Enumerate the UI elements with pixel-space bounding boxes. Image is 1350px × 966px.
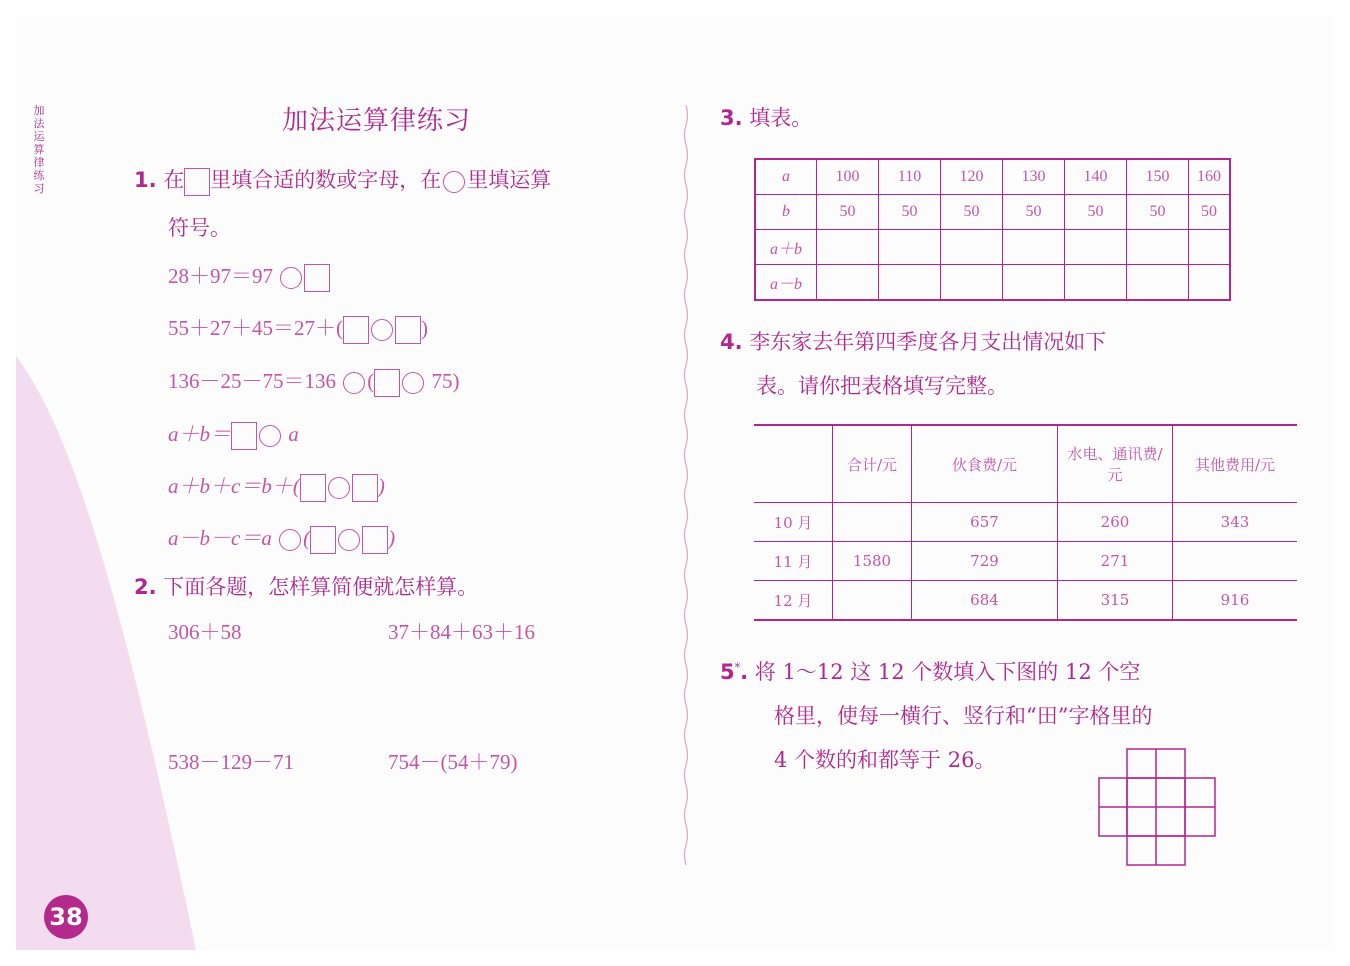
cell: 50: [1127, 195, 1189, 230]
expr: a＋b＋c＝b＋(: [168, 474, 300, 498]
blank-cell[interactable]: [1003, 230, 1065, 265]
cell: 140: [1065, 159, 1127, 195]
answer-box[interactable]: [231, 422, 257, 450]
answer-circle[interactable]: [279, 529, 301, 551]
q5-line2: 格里，使每一横行、竖行和“田”字格里的: [774, 704, 1153, 728]
q2-number: 2.: [134, 575, 157, 599]
answer-box[interactable]: [352, 474, 378, 502]
blank-cell[interactable]: [1127, 265, 1189, 301]
q3-number: 3.: [720, 106, 743, 130]
answer-circle[interactable]: [402, 372, 424, 394]
header-food: 伙食费/元: [912, 425, 1058, 503]
cell: 130: [1003, 159, 1065, 195]
q2-heading: [134, 571, 478, 601]
expr-paren: (: [303, 526, 311, 550]
expr-end: ): [421, 316, 428, 340]
total[interactable]: [833, 503, 912, 542]
blank-cell[interactable]: [1065, 265, 1127, 301]
answer-circle[interactable]: [443, 171, 465, 193]
row-label: a: [755, 159, 817, 195]
table-row: [754, 581, 1297, 621]
table-row: [755, 159, 1230, 195]
expr-end: 75): [431, 369, 460, 393]
month: 10 月: [754, 503, 833, 542]
q5-dot: .: [740, 660, 749, 684]
q5-star: *: [734, 661, 741, 674]
food: 684: [912, 581, 1058, 621]
blank-cell[interactable]: [879, 230, 941, 265]
q1-text-c: 里填运算: [467, 168, 552, 192]
blank-cell[interactable]: [1189, 265, 1231, 301]
number-grid[interactable]: [1098, 748, 1216, 866]
answer-box[interactable]: [304, 264, 330, 292]
page-divider: [683, 105, 689, 865]
expr-end: ): [388, 526, 396, 550]
q3-text: 填表。: [749, 106, 813, 130]
answer-box[interactable]: [184, 168, 210, 196]
q1-row-5: [168, 470, 385, 502]
other[interactable]: [1173, 542, 1298, 581]
other: 916: [1173, 581, 1298, 621]
q1-text-b: 里填合适的数或字母，在: [210, 168, 442, 192]
cell: 50: [879, 195, 941, 230]
blank-cell[interactable]: [1003, 265, 1065, 301]
cell: 160: [1189, 159, 1231, 195]
cell: 50: [1003, 195, 1065, 230]
utility: 260: [1058, 503, 1173, 542]
blank-cell[interactable]: [1189, 230, 1231, 265]
cell: 50: [1189, 195, 1231, 230]
table-row: [755, 195, 1230, 230]
answer-circle[interactable]: [259, 425, 281, 447]
answer-box[interactable]: [300, 474, 326, 502]
table-row: [755, 265, 1230, 301]
row-label: a＋b: [755, 230, 817, 265]
cell: 50: [1065, 195, 1127, 230]
table-row: [754, 542, 1297, 581]
cell: 50: [817, 195, 879, 230]
other: 343: [1173, 503, 1298, 542]
food: 729: [912, 542, 1058, 581]
q2-item: 306＋58: [168, 620, 242, 644]
answer-circle[interactable]: [328, 477, 350, 499]
blank-cell[interactable]: [817, 265, 879, 301]
expr: 55＋27＋45＝27＋(: [168, 316, 343, 340]
expr-paren: (: [367, 369, 375, 393]
blank-cell[interactable]: [941, 265, 1003, 301]
q1-row-4: [168, 418, 299, 450]
q4-number: 4.: [720, 330, 743, 354]
q1-number: 1.: [134, 168, 157, 192]
answer-circle[interactable]: [338, 529, 360, 551]
table-header: [754, 425, 1297, 503]
cell: 150: [1127, 159, 1189, 195]
blank-cell[interactable]: [1065, 230, 1127, 265]
total[interactable]: [833, 581, 912, 621]
table-row: [755, 230, 1230, 265]
cell: 100: [817, 159, 879, 195]
cell: 50: [941, 195, 1003, 230]
answer-circle[interactable]: [280, 267, 302, 289]
utility: 315: [1058, 581, 1173, 621]
corner-cell: [754, 425, 833, 503]
q5-line1: [720, 656, 1140, 686]
expr: a＋b＝: [168, 422, 231, 446]
answer-box[interactable]: [395, 316, 421, 344]
q1-row-6: [168, 522, 395, 554]
answer-box[interactable]: [374, 369, 400, 397]
header-total: 合计/元: [833, 425, 912, 503]
total: 1580: [833, 542, 912, 581]
blank-cell[interactable]: [817, 230, 879, 265]
q2-item: 37＋84＋63＋16: [388, 620, 535, 644]
q1-row-2: [168, 312, 428, 344]
answer-circle[interactable]: [343, 372, 365, 394]
q4-line1: [720, 326, 1106, 356]
blank-cell[interactable]: [1127, 230, 1189, 265]
q4-line2: 表。请你把表格填写完整。: [756, 374, 1008, 398]
q5-line3: 4 个数的和都等于 26。: [774, 748, 996, 772]
cell: 110: [879, 159, 941, 195]
page-title: 加法运算律练习: [282, 106, 472, 136]
q2-text: 下面各题，怎样算简便就怎样算。: [163, 575, 479, 599]
q1-row-1: [168, 260, 330, 292]
utility: 271: [1058, 542, 1173, 581]
answer-box[interactable]: [362, 526, 388, 554]
q3-table: [754, 158, 1231, 301]
q1-text-a: 在: [163, 168, 185, 192]
answer-box[interactable]: [310, 526, 336, 554]
side-label: 加法运算律练习: [33, 104, 45, 195]
answer-box[interactable]: [343, 316, 369, 344]
q4-text-1: 李东家去年第四季度各月支出情况如下: [749, 330, 1107, 354]
q1-line2: 符号。: [168, 216, 231, 240]
q2-item: 754－(54＋79): [388, 750, 518, 774]
blank-cell[interactable]: [941, 230, 1003, 265]
row-label: b: [755, 195, 817, 230]
expr: 136－25－75＝136: [168, 369, 336, 393]
answer-circle[interactable]: [371, 319, 393, 341]
table-row: [754, 503, 1297, 542]
q5-number: 5: [720, 660, 735, 684]
expr-end: a: [288, 422, 299, 446]
q4-table: [754, 424, 1297, 621]
header-other: 其他费用/元: [1173, 425, 1298, 503]
expr: 28＋97＝97: [168, 264, 273, 288]
month: 12 月: [754, 581, 833, 621]
expr: a－b－c＝a: [168, 526, 272, 550]
q2-item: 538－129－71: [168, 750, 294, 774]
food: 657: [912, 503, 1058, 542]
expr-end: ): [377, 474, 385, 498]
month: 11 月: [754, 542, 833, 581]
q1-row-3: [168, 365, 460, 397]
page-number: 38: [44, 895, 88, 939]
blank-cell[interactable]: [879, 265, 941, 301]
header-utility: 水电、通讯费/元: [1058, 425, 1173, 503]
cell: 120: [941, 159, 1003, 195]
q5-text-1: 将 1～12 这 12 个数填入下图的 12 个空: [754, 660, 1141, 684]
q3-heading: [720, 102, 812, 132]
row-label: a－b: [755, 265, 817, 301]
q1-line1: [134, 164, 551, 196]
